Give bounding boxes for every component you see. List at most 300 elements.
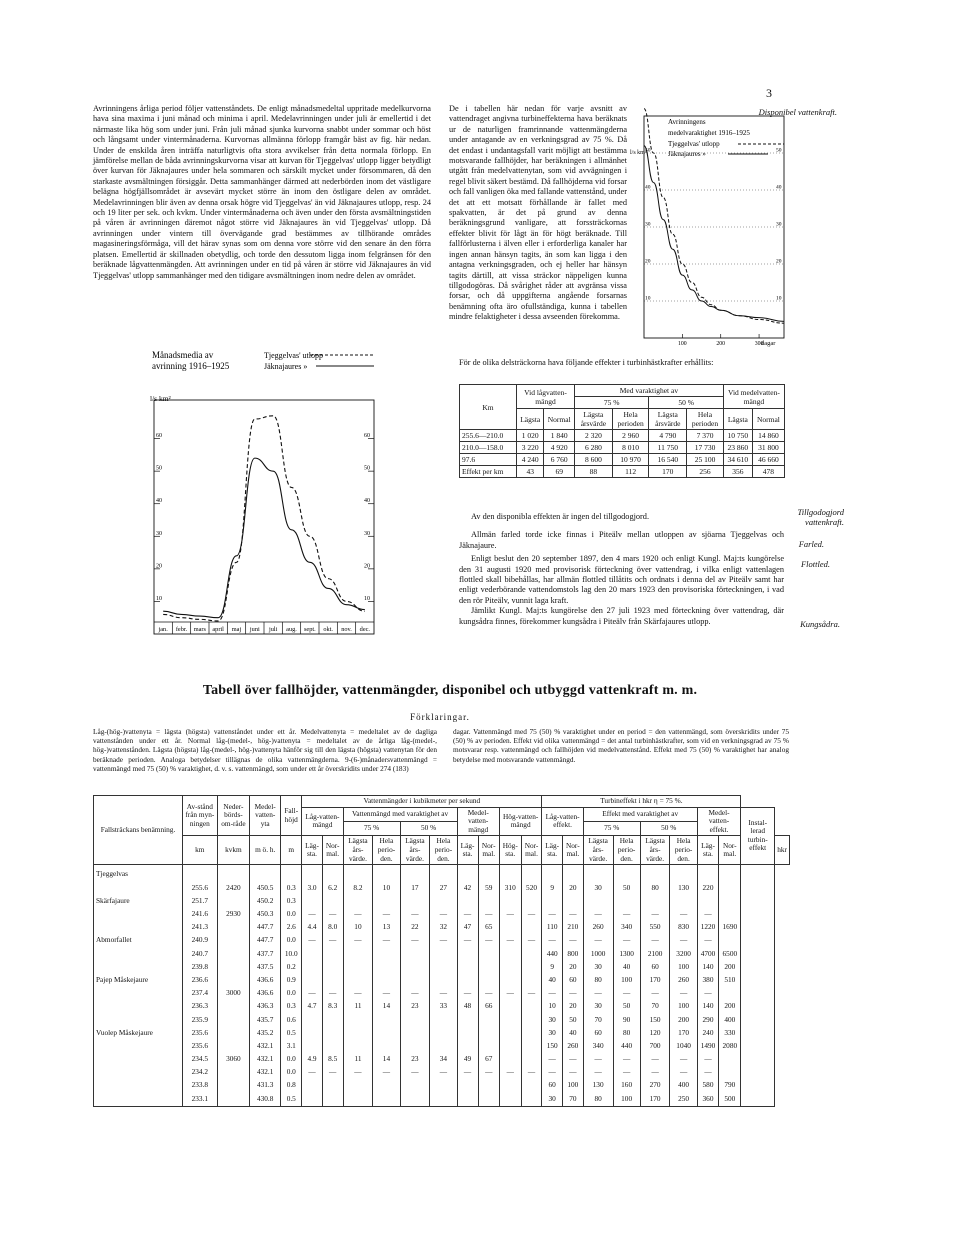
legend-subheading: medelvaraktighet 1916–1925 bbox=[668, 129, 750, 137]
table-cell: — bbox=[697, 987, 719, 1000]
table-cell: 1690 bbox=[719, 921, 741, 934]
table-cell bbox=[640, 865, 670, 882]
row-label bbox=[94, 1066, 183, 1079]
table-cell bbox=[741, 934, 775, 947]
table-cell: 1000 bbox=[583, 947, 613, 960]
table-cell: 60 bbox=[542, 1079, 562, 1092]
table-cell: 34 bbox=[430, 1053, 457, 1066]
table-cell bbox=[741, 1092, 775, 1106]
table-cell bbox=[457, 1040, 478, 1053]
table-cell: 1 840 bbox=[544, 430, 575, 442]
table-cell bbox=[217, 1092, 250, 1106]
table-cell bbox=[183, 865, 218, 882]
table-cell: 436.6 bbox=[250, 974, 281, 987]
table-cell: 436.6 bbox=[250, 987, 281, 1000]
subheader-lagsta: Läg-sta. bbox=[697, 836, 719, 865]
col-mean-water: Vid medelvatten-mängd bbox=[723, 385, 784, 409]
right-column-text-2 bbox=[459, 512, 784, 627]
col-installerad: Instal-lerad turbin-effekt bbox=[741, 807, 775, 865]
table-cell: 110 bbox=[542, 921, 562, 934]
table-cell: — bbox=[343, 987, 373, 1000]
table-cell: 260 bbox=[583, 921, 613, 934]
table-row bbox=[94, 947, 790, 960]
table-cell: — bbox=[499, 908, 521, 921]
table-row bbox=[94, 1053, 790, 1066]
table-cell: 11 bbox=[343, 1000, 373, 1013]
table-cell: — bbox=[613, 987, 640, 1000]
table-cell: 340 bbox=[583, 1040, 613, 1053]
table-cell bbox=[430, 865, 457, 882]
x-tick-label: maj bbox=[231, 626, 242, 633]
table-cell bbox=[741, 987, 775, 1000]
table-cell: 235.6 bbox=[183, 1026, 218, 1039]
table-cell bbox=[217, 1040, 250, 1053]
table-cell: 260 bbox=[670, 974, 697, 987]
table-cell bbox=[250, 865, 281, 882]
table-cell bbox=[457, 960, 478, 973]
table-cell: — bbox=[302, 908, 322, 921]
table-cell: 200 bbox=[719, 1000, 741, 1013]
table-cell: 9 bbox=[542, 960, 562, 973]
y-tick-label: 60 bbox=[156, 433, 162, 440]
row-label bbox=[94, 1092, 183, 1106]
table-cell: 290 bbox=[697, 1013, 719, 1026]
y-tick-label: 40 bbox=[364, 498, 370, 505]
table-cell bbox=[521, 921, 542, 934]
x-tick-label: april bbox=[212, 626, 224, 633]
y-tick-label: 30 bbox=[156, 530, 162, 537]
table-cell bbox=[217, 1026, 250, 1039]
side-note-farled: Farled. bbox=[798, 539, 824, 549]
table-cell: 0.9 bbox=[281, 974, 302, 987]
table-cell: 16 540 bbox=[649, 454, 687, 466]
subheader-lagsta-arsvarde: Lägsta års-värde. bbox=[400, 836, 430, 865]
table-cell: — bbox=[670, 987, 697, 1000]
table-cell: 80 bbox=[583, 974, 613, 987]
table-cell: 2080 bbox=[719, 1040, 741, 1053]
table-cell: 27 bbox=[430, 881, 457, 894]
table-cell bbox=[478, 1040, 499, 1053]
table-cell bbox=[322, 960, 343, 973]
table-cell: 356 bbox=[723, 466, 752, 478]
table-cell bbox=[343, 1040, 373, 1053]
table-cell bbox=[302, 1013, 322, 1026]
col-low-water: Vid lågvatten-mängd bbox=[517, 385, 575, 409]
table-cell bbox=[499, 865, 521, 882]
table-cell: 447.7 bbox=[250, 934, 281, 947]
table-cell bbox=[343, 960, 373, 973]
y-tick-label: 10 bbox=[645, 295, 651, 302]
table-cell: 100 bbox=[562, 1079, 583, 1092]
row-label bbox=[94, 1053, 183, 1066]
table-cell: — bbox=[583, 1066, 613, 1079]
subheader-u-hkr: hkr bbox=[775, 836, 790, 865]
table-cell: 60 bbox=[583, 1026, 613, 1039]
col-p50: 50 % bbox=[640, 821, 697, 835]
table-cell: 50 bbox=[562, 1013, 583, 1026]
side-note-kungsadra: Kungsådra. bbox=[800, 619, 840, 629]
table-cell bbox=[343, 974, 373, 987]
table-cell: — bbox=[640, 987, 670, 1000]
table-row bbox=[94, 895, 790, 908]
table-cell: 3200 bbox=[670, 947, 697, 960]
table-cell bbox=[741, 865, 775, 882]
table-cell bbox=[499, 960, 521, 973]
table-cell: — bbox=[343, 1066, 373, 1079]
table-cell bbox=[499, 1040, 521, 1053]
table-cell: 23 bbox=[400, 1000, 430, 1013]
table-cell bbox=[373, 1092, 400, 1106]
x-tick-label: 200 bbox=[716, 341, 726, 347]
table-cell: — bbox=[542, 908, 562, 921]
table-cell bbox=[430, 895, 457, 908]
table-cell: 241.3 bbox=[183, 921, 218, 934]
left-column-text bbox=[93, 104, 431, 281]
subheader-lagsta: Läg-sta. bbox=[542, 836, 562, 865]
table-cell: 30 bbox=[583, 881, 613, 894]
table-cell: — bbox=[400, 987, 430, 1000]
table-cell: 432.1 bbox=[250, 1066, 281, 1079]
table-cell: — bbox=[670, 1053, 697, 1066]
table-cell: 700 bbox=[640, 1040, 670, 1053]
subheader-lagsta: Läg-sta. bbox=[302, 836, 322, 865]
table-cell bbox=[302, 1026, 322, 1039]
duration-chart bbox=[628, 102, 788, 357]
table-cell bbox=[521, 1026, 542, 1039]
table-cell: — bbox=[400, 908, 430, 921]
table-cell bbox=[281, 865, 302, 882]
col-normal: Normal bbox=[544, 409, 575, 430]
table-cell bbox=[499, 1053, 521, 1066]
col-lowest: Lägsta bbox=[517, 409, 544, 430]
subheader-normal: Nor-mal. bbox=[562, 836, 583, 865]
table-cell: 2 320 bbox=[575, 430, 613, 442]
table-cell bbox=[322, 947, 343, 960]
y-tick-label: 50 bbox=[156, 465, 162, 472]
table-row bbox=[460, 466, 785, 478]
table-cell: — bbox=[562, 1066, 583, 1079]
table-cell: 130 bbox=[670, 881, 697, 894]
table-cell: — bbox=[697, 934, 719, 947]
table-cell bbox=[322, 1013, 343, 1026]
table-cell: — bbox=[373, 908, 400, 921]
table-cell: 33 bbox=[430, 1000, 457, 1013]
table-cell: — bbox=[478, 987, 499, 1000]
col-nederbord: Neder-börds-om-råde bbox=[217, 796, 250, 836]
table-cell bbox=[322, 974, 343, 987]
table-cell: — bbox=[542, 1053, 562, 1066]
col-with-duration: Med varaktighet av bbox=[575, 385, 724, 397]
table-cell: 432.1 bbox=[250, 1040, 281, 1053]
table-cell: 437.5 bbox=[250, 960, 281, 973]
table-cell bbox=[457, 974, 478, 987]
table-cell bbox=[343, 865, 373, 882]
table-cell: 437.7 bbox=[250, 947, 281, 960]
table-row bbox=[94, 960, 790, 973]
table-cell: — bbox=[478, 908, 499, 921]
table-cell: 30 bbox=[583, 1000, 613, 1013]
table-cell: 160 bbox=[613, 1079, 640, 1092]
paragraph: Låg-(hög-)vattenyta = lägsta (högsta) vattenståndet under ett år. Medelvattenyta = medeltalet av de dagliga vattenstånden under ett år. Normal låg-(medel-, hög-)vattenyta = medeltalet av de årliga låg-(medel-, hög-)vattenstånden. Lägsta (högsta) låg-(medel-, hög-)vattenyta hänför sig till den lägsta (högsta) vattenytan för den beräknade perioden. Analoga betydelser tillägnas de olika vattenmängderna. 9-(6-)månadersvattenmängd = vattenmängd med 75 (50) % varaktighet, d. v. s. vattenmängd, som under ett år överskridits under 274 (183) bbox=[93, 727, 437, 773]
table-row bbox=[460, 454, 785, 466]
table-cell: — bbox=[343, 908, 373, 921]
duration-curve-chart bbox=[628, 102, 788, 352]
x-tick-label: juli bbox=[268, 626, 278, 633]
col-lagvatteneffekt: Låg-vatten-effekt. bbox=[542, 807, 583, 836]
paragraph: De i tabellen här nedan för varje avsnitt av vattendraget angivna turbineffekterna hava beräknats ur de naturligen framrinnande vattenmängderna under antagande av en verkningsgrad av 75 %. Då det endast i undantagsfall varit möjligt att bestämma motsvarande fallhöjder, har beräkningen i allmänhet utgått från medelvattenytan, som vid avvägningen i regel blivit säkert bestämd. Då fallhöjderna vid forsar och fall vanligen öka med fallande vattenstånd, under det att ett motsatt förhållande är fallet med spakvatten, är det på grund av denna beräkningsgrund vanligare, att forssträckornas effekter blivit för lågt än för högt beräknade. Till fallförlusterna i älven eller i erforderliga kanaler har ingen annan hänsyn tagits, än som kan ligga i den antagna verkningsgraden, och ej heller har hänsyn tagits därtill, att vissa sträckor näppeligen kunna tillgodogöras. Då svårighet råder att avgränsa vissa forsar, och då uppgifterna angående forsarnas benämning ofta äro ofullständiga, kunna i tabellen mindre felaktigheter i dessa avseenden förekomma. bbox=[449, 104, 627, 322]
table-cell bbox=[719, 1066, 741, 1079]
x-tick-label: jan. bbox=[158, 626, 168, 633]
table-cell bbox=[373, 1013, 400, 1026]
table-cell bbox=[457, 1026, 478, 1039]
effect-table-wrap bbox=[459, 384, 785, 478]
table-row bbox=[94, 974, 790, 987]
table-row bbox=[94, 1079, 790, 1092]
table-cell: 435.2 bbox=[250, 1026, 281, 1039]
table-cell bbox=[400, 1092, 430, 1106]
table-cell bbox=[373, 974, 400, 987]
row-label bbox=[94, 960, 183, 973]
table-cell: 10 750 bbox=[723, 430, 752, 442]
table-cell: 3.0 bbox=[302, 881, 322, 894]
table-cell: — bbox=[322, 908, 343, 921]
table-cell: 380 bbox=[697, 974, 719, 987]
col-p75: 75 % bbox=[575, 397, 649, 409]
table-cell: 60 bbox=[640, 960, 670, 973]
table-cell bbox=[457, 1013, 478, 1026]
table-cell: 10 bbox=[542, 1000, 562, 1013]
table-cell: — bbox=[521, 987, 542, 1000]
table-cell: 255.6 bbox=[183, 881, 218, 894]
table-cell bbox=[613, 865, 640, 882]
table-cell bbox=[302, 1040, 322, 1053]
table-cell: — bbox=[640, 1053, 670, 1066]
table-cell bbox=[521, 1053, 542, 1066]
table-cell: 400 bbox=[719, 1013, 741, 1026]
table-cell: — bbox=[583, 908, 613, 921]
table-cell: 8.3 bbox=[322, 1000, 343, 1013]
table-cell bbox=[217, 947, 250, 960]
table-cell bbox=[521, 1040, 542, 1053]
col-whole-period: Hela perioden bbox=[687, 409, 724, 430]
table-cell: 0.0 bbox=[281, 987, 302, 1000]
table-cell: 22 bbox=[400, 921, 430, 934]
table-cell bbox=[373, 895, 400, 908]
table-cell: — bbox=[542, 934, 562, 947]
row-label bbox=[94, 881, 183, 894]
table-cell bbox=[343, 1026, 373, 1039]
table-cell: — bbox=[430, 934, 457, 947]
table-cell: 11 750 bbox=[649, 442, 687, 454]
subheader-u-kvkm: kvkm bbox=[217, 836, 250, 865]
table-cell: 6.2 bbox=[322, 881, 343, 894]
table-cell bbox=[670, 865, 697, 882]
table-cell: 150 bbox=[542, 1040, 562, 1053]
table-cell: — bbox=[343, 934, 373, 947]
table-cell: 31 800 bbox=[752, 442, 784, 454]
table-cell bbox=[343, 895, 373, 908]
table-cell bbox=[719, 1053, 741, 1066]
table-cell bbox=[719, 987, 741, 1000]
table-cell bbox=[478, 960, 499, 973]
table-cell bbox=[457, 865, 478, 882]
table-cell: 30 bbox=[542, 1026, 562, 1039]
paragraph: Enligt beslut den 20 september 1897, den 4 mars 1920 och enligt Kungl. Maj:ts kungörelse den 31 augusti 1920 med provisorisk förteckning över vattendrag, i vilka enligt vattenlagen flottled skall bibehållas, har allmän flottled tillåtits och ordnats i denna del av Piteälv samt har enligt vederbörande vattendomstols lag den 20 mars 1923 den provisoriska förteckningen, i vad den rör Piteälv, vunnit laga kraft. bbox=[459, 554, 784, 605]
y-tick-label: 40 bbox=[645, 184, 651, 191]
table-cell: 70 bbox=[562, 1092, 583, 1106]
table-cell: 170 bbox=[640, 1092, 670, 1106]
col-medelvatteneffekt: Medel-vatten-effekt. bbox=[697, 807, 741, 836]
x-tick-label: 100 bbox=[678, 341, 687, 347]
table-cell: 4 920 bbox=[544, 442, 575, 454]
chart-title: Månadsmedia av bbox=[152, 350, 214, 360]
y-tick-label: 10 bbox=[776, 295, 782, 302]
monthly-chart bbox=[148, 348, 380, 659]
table-cell bbox=[217, 921, 250, 934]
table-cell: 6500 bbox=[719, 947, 741, 960]
table-cell: — bbox=[613, 1066, 640, 1079]
table-cell: — bbox=[697, 908, 719, 921]
table-cell: 478 bbox=[752, 466, 784, 478]
table-cell: 4 790 bbox=[649, 430, 687, 442]
table-cell: 14 bbox=[373, 1000, 400, 1013]
table-cell: 4700 bbox=[697, 947, 719, 960]
table-cell: 4.7 bbox=[302, 1000, 322, 1013]
table-cell bbox=[521, 865, 542, 882]
table-cell: — bbox=[400, 1066, 430, 1079]
table-cell: 240.9 bbox=[183, 934, 218, 947]
monthly-runoff-chart bbox=[148, 348, 380, 654]
subheader-hela-perioden: Hela perio-den. bbox=[613, 836, 640, 865]
y-tick-label: 30 bbox=[776, 221, 782, 228]
table-cell bbox=[741, 1000, 775, 1013]
table-cell: 7 370 bbox=[687, 430, 724, 442]
x-tick-label: sept. bbox=[303, 626, 316, 633]
side-note-tillgodogjord: Tillgodogjord vattenkraft. bbox=[797, 507, 844, 527]
table-cell: — bbox=[562, 934, 583, 947]
table-cell: 800 bbox=[562, 947, 583, 960]
table-cell: 17 730 bbox=[687, 442, 724, 454]
table-cell: — bbox=[583, 987, 613, 1000]
y-tick-label: 40 bbox=[776, 184, 782, 191]
table-cell: — bbox=[542, 1066, 562, 1079]
table-cell bbox=[741, 974, 775, 987]
table-cell: — bbox=[521, 934, 542, 947]
table-cell bbox=[430, 960, 457, 973]
table-cell: 2 960 bbox=[612, 430, 649, 442]
paragraph: Allmän farled torde icke finnas i Piteälv mellan utloppen av sjöarna Tjeggelvas och Jäknajaure. bbox=[459, 530, 784, 550]
subheader-lagsta-arsvarde: Lägsta års-värde. bbox=[640, 836, 670, 865]
table-cell: — bbox=[400, 934, 430, 947]
paragraph: dagar. Vattenmängd med 75 (50) % varaktighet under en period = den vattenmängd, som överskridits under 75 (50) % av perioden. Effekt vid olika vattenmängd = det antal turbinhästkrafter, som vid en verkningsgrad av 75 % motsvarar resp. vattenmängd och fallhöjden vid medelvattenstånd. Effekt med 75 (50) % varaktighet har analog betydelse med motsvarande vattenmängd. bbox=[453, 727, 789, 764]
table-cell: 0.0 bbox=[281, 908, 302, 921]
table-cell bbox=[400, 895, 430, 908]
table-cell: 130 bbox=[583, 1079, 613, 1092]
table-cell: 25 100 bbox=[687, 454, 724, 466]
table-cell: — bbox=[322, 934, 343, 947]
table-cell: 40 bbox=[542, 974, 562, 987]
table-cell: 2100 bbox=[640, 947, 670, 960]
table-row bbox=[94, 1066, 790, 1079]
table-cell bbox=[562, 865, 583, 882]
table-cell: — bbox=[457, 987, 478, 1000]
table-cell bbox=[499, 1079, 521, 1092]
table-cell: — bbox=[521, 1066, 542, 1079]
unit-label: l/s km² bbox=[150, 394, 171, 403]
unit-label: l/s km² bbox=[630, 150, 647, 156]
col-hogvattenmangd: Hög-vatten-mängd bbox=[499, 807, 542, 836]
table-cell: — bbox=[302, 934, 322, 947]
table-cell bbox=[499, 1026, 521, 1039]
table-cell bbox=[457, 947, 478, 960]
table-cell: 20 bbox=[562, 960, 583, 973]
subheader-hela-perioden: Hela perio-den. bbox=[373, 836, 400, 865]
table-cell: — bbox=[697, 1053, 719, 1066]
subheader-lagsta-arsvarde: Lägsta års-värde. bbox=[343, 836, 373, 865]
table-cell: 236.3 bbox=[183, 1000, 218, 1013]
subheader-hela-perioden: Hela perio-den. bbox=[670, 836, 697, 865]
table-cell bbox=[217, 974, 250, 987]
table-cell bbox=[719, 934, 741, 947]
main-title: Tabell över fallhöjder, vattenmängder, disponibel och utbyggd vattenkraft m. m. bbox=[202, 683, 698, 698]
table-cell: — bbox=[430, 1066, 457, 1079]
table-cell: — bbox=[521, 908, 542, 921]
table-cell: 234.5 bbox=[183, 1053, 218, 1066]
table-cell bbox=[741, 1026, 775, 1039]
table-cell bbox=[373, 947, 400, 960]
col-p75: 75 % bbox=[343, 821, 400, 835]
table-cell: 66 bbox=[478, 1000, 499, 1013]
paragraph: Jämlikt Kungl. Maj:ts kungörelse den 27 juli 1923 med förteckning över vattendrag, där kungsådra finnes, förekommer kungsådra i Piteälv från Skärfajaures utlopp. bbox=[459, 606, 784, 626]
table-cell: 210 bbox=[562, 921, 583, 934]
table-cell: 251.7 bbox=[183, 895, 218, 908]
row-label bbox=[94, 947, 183, 960]
x-tick-label: juni bbox=[249, 626, 260, 633]
table-cell: — bbox=[302, 1066, 322, 1079]
table-cell: 239.8 bbox=[183, 960, 218, 973]
row-label: Abmorfallet bbox=[94, 934, 183, 947]
table-cell: 447.7 bbox=[250, 921, 281, 934]
table-cell bbox=[322, 1026, 343, 1039]
table-cell: — bbox=[562, 1053, 583, 1066]
table-cell: 8 600 bbox=[575, 454, 613, 466]
subheader-lagsta: Läg-sta. bbox=[457, 836, 478, 865]
y-tick-label: 30 bbox=[364, 530, 370, 537]
table-cell bbox=[343, 1013, 373, 1026]
table-cell: — bbox=[302, 987, 322, 1000]
table-cell: 440 bbox=[613, 1040, 640, 1053]
row-label: Tjeggelvas bbox=[94, 865, 183, 882]
table-cell bbox=[640, 895, 670, 908]
table-cell bbox=[719, 881, 741, 894]
table-cell: 2930 bbox=[217, 908, 250, 921]
table-cell bbox=[400, 1013, 430, 1026]
table-cell: 1300 bbox=[613, 947, 640, 960]
table-cell: 4.9 bbox=[302, 1053, 322, 1066]
table-cell bbox=[457, 895, 478, 908]
table-cell bbox=[373, 1026, 400, 1039]
table-cell bbox=[302, 960, 322, 973]
table-cell: 8.2 bbox=[343, 881, 373, 894]
table-cell: 170 bbox=[649, 466, 687, 478]
table-cell: 1220 bbox=[697, 921, 719, 934]
table-row bbox=[94, 1040, 790, 1053]
table-cell: 234.2 bbox=[183, 1066, 218, 1079]
col-fallhojd: Fall-höjd bbox=[281, 796, 302, 836]
subheader-normal: Nor-mal. bbox=[322, 836, 343, 865]
table-cell: — bbox=[613, 934, 640, 947]
table-cell: 70 bbox=[583, 1013, 613, 1026]
